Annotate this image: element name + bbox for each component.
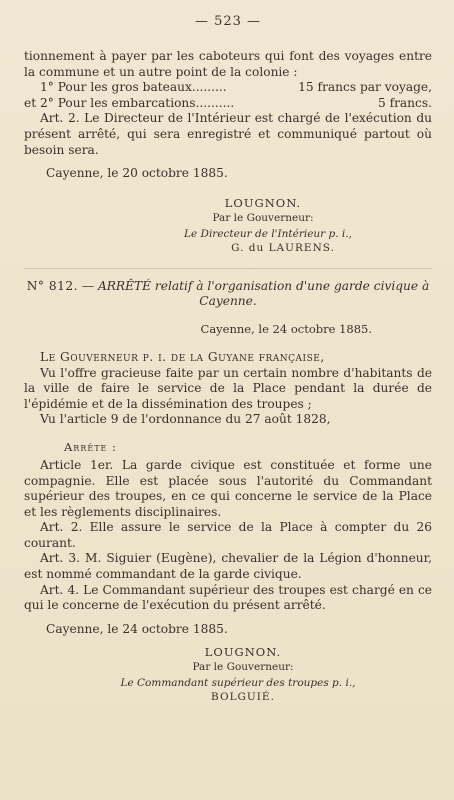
fee-row: [24, 96, 432, 112]
fees-intro: tionnement à payer par les caboteurs qui font des voyages entre la commune et un autre point de la colonie :: [24, 49, 432, 79]
signer-role: Le Directeur de l'Intérieur p. i.,: [184, 227, 352, 240]
decree-title-text: — ARRÊTÉ relatif à l'organisation d'une garde civique à Cayenne.: [81, 278, 430, 309]
decree-title: [24, 279, 432, 310]
signer-name: LOUGNON.: [224, 195, 302, 210]
fee-row: [24, 80, 432, 96]
date-second: Cayenne, le 24 octobre 1885.: [46, 621, 228, 636]
article-2: Art. 2. Elle assure le service de la Place à compter du 26 courant.: [24, 520, 432, 550]
article-4: Art. 4. Le Commandant supérieur des troupes est chargé en ce qui le concerne de l'exécution du présent arrêté.: [24, 582, 432, 613]
divider: [24, 268, 432, 269]
fees-section: [24, 49, 432, 158]
signer-for: Par le Gouverneur:: [192, 661, 294, 674]
governor-line: Le Gouverneur p. i. de la Guyane française,: [40, 349, 325, 364]
signature-block-first: [24, 196, 432, 254]
decree-number: N° 812.: [26, 278, 79, 293]
article-2-first: Art. 2. Le Directeur de l'Intérieur est chargé de l'exécution du présent arrêté, qui sera enregistré et communiqué partout où besoin sera.: [24, 111, 432, 157]
fee-label: 1° Pour les gros bateaux.........: [40, 80, 227, 95]
date-first: Cayenne, le 20 octobre 1885.: [46, 166, 228, 181]
article-3: Art. 3. M. Siguier (Eugène), chevalier de la Légion d'honneur, est nommé commandant de la garde civique.: [24, 551, 432, 582]
signature-block-second: [24, 645, 432, 703]
signer-role: Le Commandant supérieur des troupes p. i.,: [120, 677, 356, 690]
fee-amount: 15 francs par voyage,: [298, 80, 432, 95]
fee-amount: 5 francs.: [377, 95, 432, 110]
vu-1: Vu l'offre gracieuse faite par un certain nombre d'habitants de la ville de faire le service de la Place pendant la durée de l'épidémie et de la dissémination des troupes ;: [24, 365, 432, 411]
page-number: — 523 —: [194, 14, 262, 29]
vu-2: Vu l'article 9 de l'ordonnance du 27 août 1828,: [40, 412, 331, 427]
signer-subname: G. du LAURENS.: [231, 241, 335, 254]
article-1: Article 1er. La garde civique est constituée et forme une compagnie. Elle est placée sous l'autorité du Commandant supérieur des troupes, en ce qui concerne le service de la Place et les règlements disciplinaires.: [24, 457, 432, 519]
arrete-heading: Arrête :: [64, 439, 117, 454]
signer-for: Par le Gouverneur:: [212, 211, 314, 224]
decree-place-date: Cayenne, le 24 octobre 1885.: [200, 321, 372, 336]
signer-subname: BOLGUIÉ.: [211, 691, 275, 704]
signer-name: LOUGNON.: [204, 645, 282, 660]
fee-label: et 2° Pour les embarcations..........: [24, 95, 235, 110]
